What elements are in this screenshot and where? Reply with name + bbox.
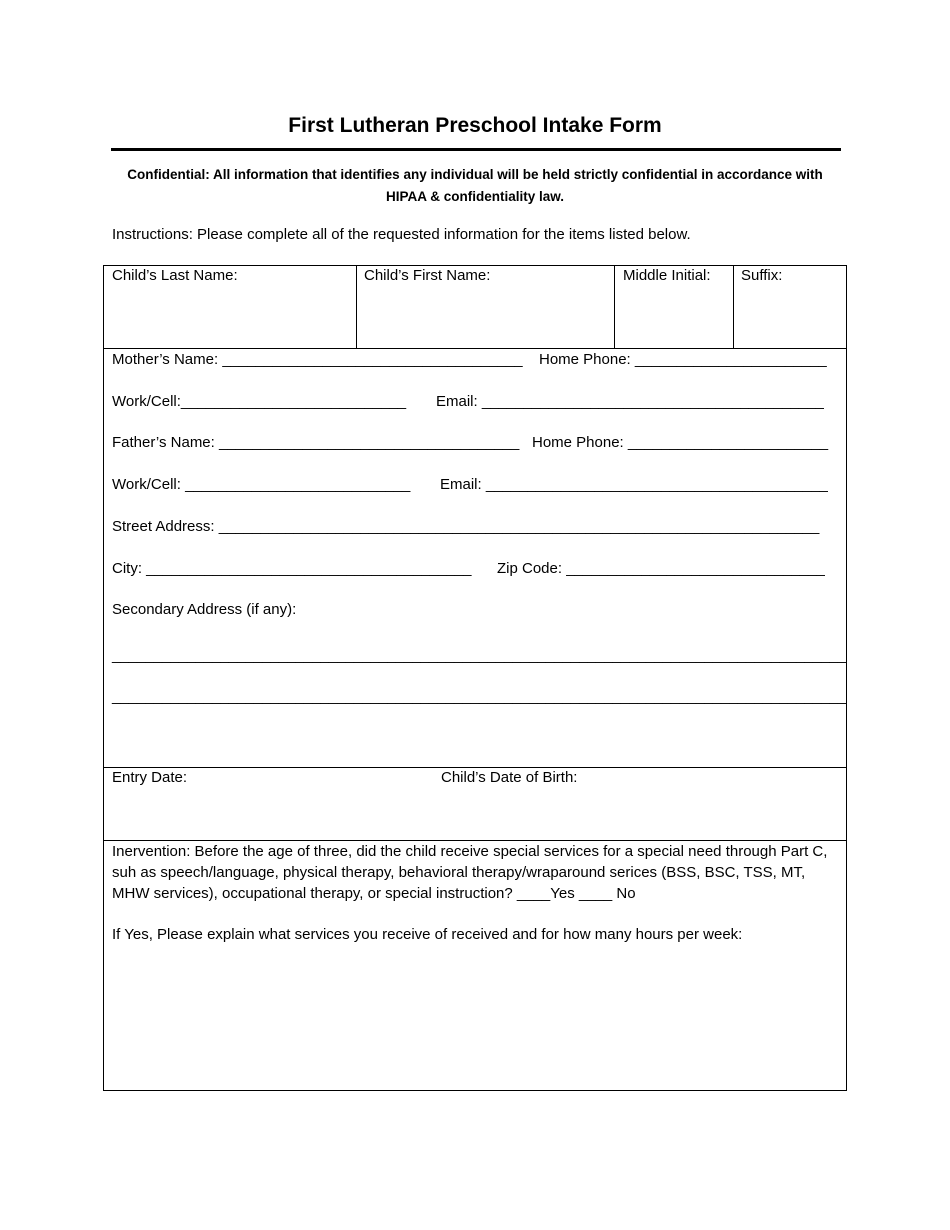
column-divider — [356, 265, 357, 349]
confidential-notice: Confidential: All information that identifies any individual will be held strictly confidential in accordance with HIPAA & confidentiality law. — [127, 167, 823, 204]
form-table — [103, 265, 847, 1091]
entry-date-field[interactable]: Entry Date: — [112, 769, 188, 786]
city-field[interactable]: City: _______________________________________ — [112, 560, 472, 577]
street-address-field[interactable]: Street Address: ________________________________________________________________________ — [112, 518, 820, 535]
middle-initial-field[interactable]: Middle Initial: — [623, 267, 711, 284]
secondary-address-line[interactable]: ________________________________________________________________________________________ — [112, 688, 847, 705]
child-first-name-field[interactable]: Child’s First Name: — [364, 267, 491, 284]
suffix-field[interactable]: Suffix: — [741, 267, 783, 284]
father-work-cell-field[interactable]: Work/Cell: ___________________________ — [112, 476, 411, 493]
column-divider — [614, 265, 615, 349]
father-name-field[interactable]: Father’s Name: ____________________________________ — [112, 434, 520, 451]
mother-home-phone-field[interactable]: Home Phone: _______________________ — [539, 351, 827, 368]
child-last-name-field[interactable]: Child’s Last Name: — [112, 267, 238, 284]
secondary-address-line[interactable]: ________________________________________________________________________________________ — [112, 647, 847, 664]
mother-name-field[interactable]: Mother’s Name: ____________________________________ — [112, 351, 523, 368]
zip-code-field[interactable]: Zip Code: _______________________________ — [497, 560, 825, 577]
column-divider — [733, 265, 734, 349]
mother-work-cell-field[interactable]: Work/Cell:___________________________ — [112, 393, 407, 410]
father-email-field[interactable]: Email: _________________________________________ — [440, 476, 828, 493]
row-divider — [103, 767, 847, 768]
title-rule — [111, 148, 841, 151]
secondary-address-label: Secondary Address (if any): — [112, 601, 297, 618]
instructions: Instructions: Please complete all of the requested information for the items listed below. — [112, 226, 691, 243]
mother-email-field[interactable]: Email: _________________________________________ — [436, 393, 824, 410]
form-title: First Lutheran Preschool Intake Form — [288, 114, 662, 137]
father-home-phone-field[interactable]: Home Phone: ________________________ — [532, 434, 829, 451]
intervention-explanation-field[interactable]: If Yes, Please explain what services you receive of received and for how many hours per week: — [112, 926, 743, 943]
row-divider — [103, 348, 847, 349]
intervention-question: Inervention: Before the age of three, did the child receive special services for a special need through Part C, suh as speech/language, physical therapy, behavioral therapy/wraparound serices (BSS, BSC, TSS, MT, MHW services), occupational therapy, or special instruction? ____Yes ____ No — [112, 843, 828, 902]
child-dob-field[interactable]: Child’s Date of Birth: — [441, 769, 578, 786]
